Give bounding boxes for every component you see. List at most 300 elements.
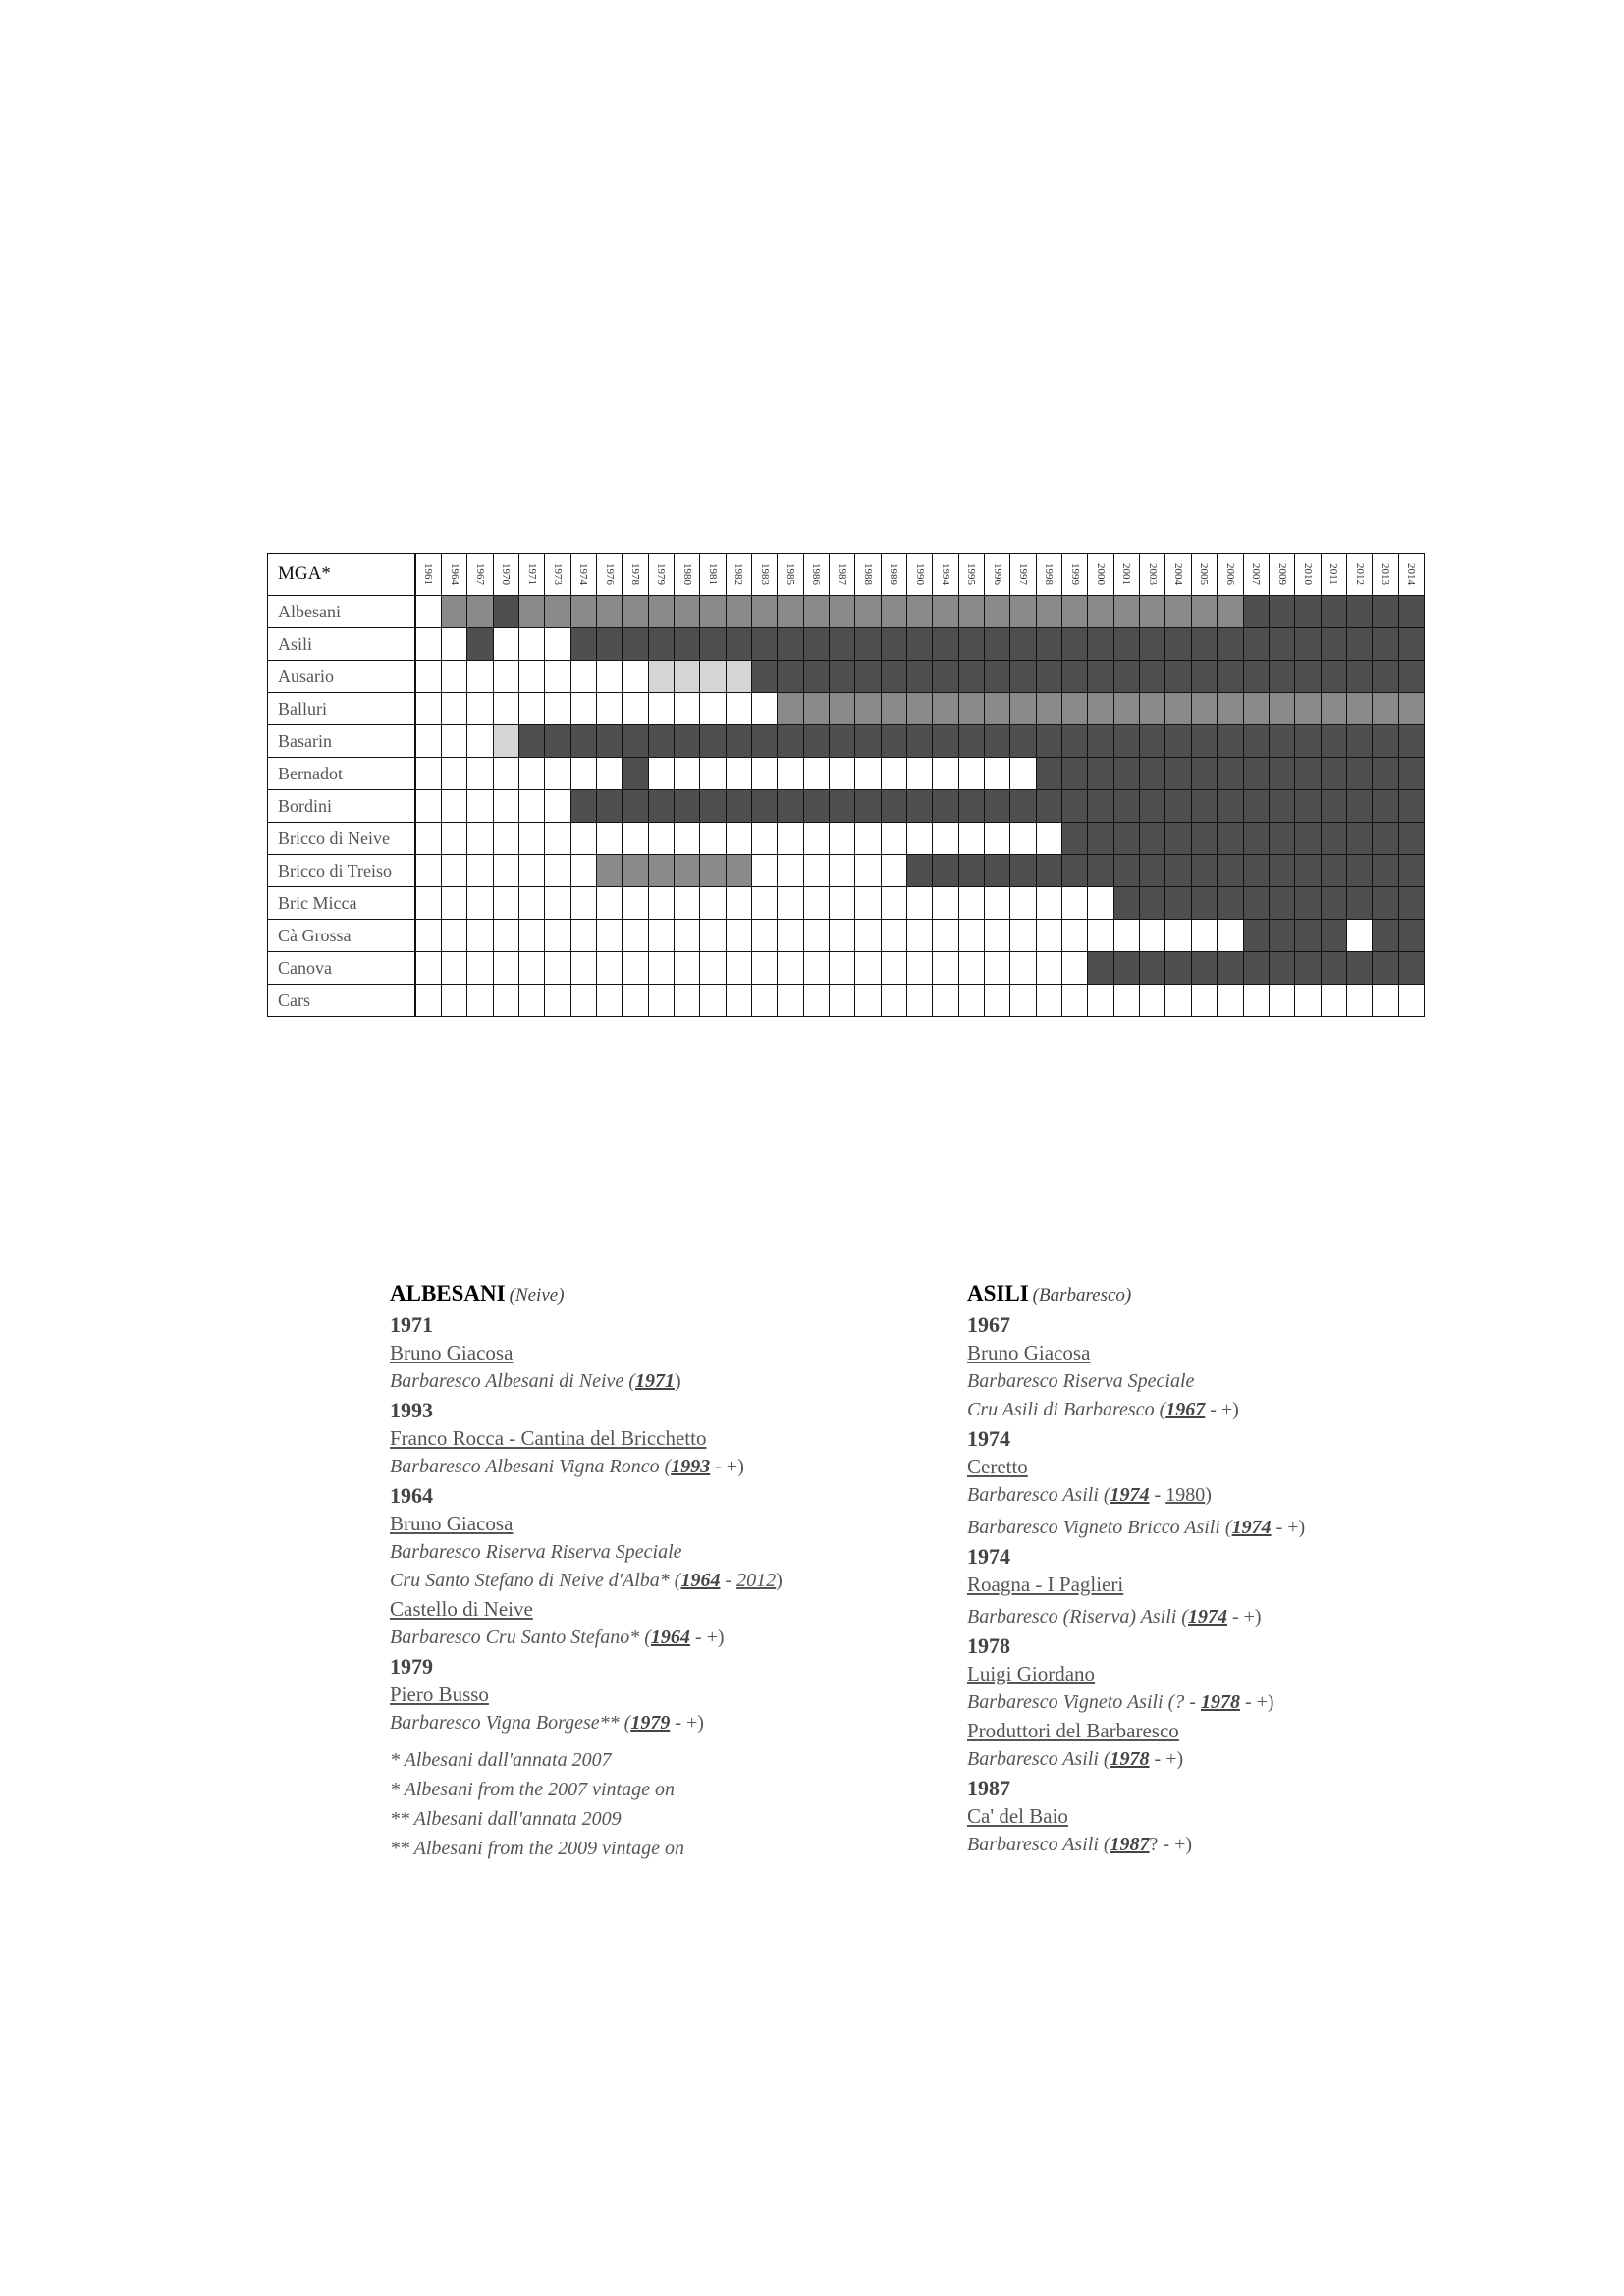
vintage-cell: [700, 693, 726, 725]
vintage-cell: [1269, 725, 1294, 758]
year-header-cell: [1269, 554, 1294, 596]
vintage-cell: [751, 790, 777, 823]
footnote: ** Albesani from the 2009 vintage on: [390, 1838, 684, 1859]
section-title-location: (Barbaresco): [1032, 1285, 1132, 1306]
vintage-cell: [1165, 855, 1191, 887]
vintage-cell: [855, 596, 881, 628]
vintage-cell: [1062, 661, 1088, 693]
vintage-cell: [1088, 887, 1113, 920]
year-label: 2003: [1146, 563, 1159, 585]
vintage-cell: [1346, 628, 1372, 661]
vintage-cell: [1243, 855, 1269, 887]
vintage-cell: [596, 693, 622, 725]
producer-name: Castello di Neive: [390, 1597, 533, 1621]
vintage-cell: [518, 790, 544, 823]
vintage-cell: [1295, 985, 1321, 1017]
vintage-cell: [1218, 725, 1243, 758]
vintage-cell: [830, 920, 855, 952]
vintage-cell: [855, 693, 881, 725]
vintage-cell: [1191, 628, 1217, 661]
vintage-cell: [830, 596, 855, 628]
vintage-cell: [648, 985, 674, 1017]
mga-vintage-grid: [267, 553, 1425, 1017]
vintage-cell: [1062, 725, 1088, 758]
year-label: 2000: [1095, 563, 1108, 585]
vintage-cell: [1218, 887, 1243, 920]
vintage-cell: [1010, 725, 1036, 758]
vintage-cell: [907, 596, 933, 628]
vintage-cell: [1062, 790, 1088, 823]
vintage-cell: [648, 661, 674, 693]
wine-entry: Barbaresco Asili (1978 - +): [967, 1748, 1184, 1770]
vintage-cell: [493, 758, 518, 790]
vintage-cell: [1269, 693, 1294, 725]
wine-entry: Barbaresco Asili (1974 - 1980): [967, 1484, 1212, 1506]
vintage-cell: [751, 952, 777, 985]
year-header-cell: [907, 554, 933, 596]
year-label: 2006: [1223, 563, 1236, 585]
grid-row: [268, 628, 1425, 661]
vintage-cell: [881, 920, 906, 952]
vintage-cell: [1140, 855, 1165, 887]
year-header-cell: [700, 554, 726, 596]
vintage-cell: [674, 952, 699, 985]
vintage-cell: [907, 661, 933, 693]
year-header-cell: [1140, 554, 1165, 596]
vintage-cell: [648, 758, 674, 790]
vintage-cell: [415, 952, 442, 985]
vintage-cell: [1140, 628, 1165, 661]
producer-name: Bruno Giacosa: [390, 1341, 514, 1364]
vintage-cell: [1191, 952, 1217, 985]
year-header-cell: [1010, 554, 1036, 596]
vintage-cell: [415, 887, 442, 920]
vintage-cell: [674, 628, 699, 661]
grid-row: [268, 758, 1425, 790]
vintage-cell: [778, 661, 803, 693]
vintage-cell: [1140, 758, 1165, 790]
vintage-cell: [985, 952, 1010, 985]
vintage-cell: [1218, 920, 1243, 952]
year-header-cell: [1295, 554, 1321, 596]
vintage-cell: [493, 985, 518, 1017]
grid-row: [268, 985, 1425, 1017]
wine-entry: Barbaresco Vigna Borgese** (1979 - +): [390, 1712, 704, 1734]
vintage-cell: [467, 628, 493, 661]
vintage-cell: [441, 790, 466, 823]
wine-entry: Barbaresco Asili (1987? - +): [967, 1834, 1193, 1855]
producer-name: Piero Busso: [390, 1682, 489, 1706]
vintage-cell: [1373, 823, 1398, 855]
vintage-cell: [1321, 596, 1346, 628]
vintage-cell: [545, 920, 570, 952]
vintage-cell: [1243, 725, 1269, 758]
vintage-cell: [1243, 952, 1269, 985]
year-label: 2013: [1379, 563, 1391, 585]
vintage-cell: [1243, 887, 1269, 920]
vintage-cell: [570, 920, 596, 952]
vintage-cell: [545, 596, 570, 628]
vintage-cell: [596, 855, 622, 887]
vintage-cell: [881, 628, 906, 661]
vintage-cell: [881, 985, 906, 1017]
vintage-cell: [570, 823, 596, 855]
vintage-cell: [441, 758, 466, 790]
year-label: 1973: [551, 563, 564, 585]
vintage-cell: [1088, 693, 1113, 725]
vintage-cell: [933, 823, 958, 855]
mga-name: Bricco di Neive: [268, 823, 415, 855]
footnotes: [390, 1745, 861, 1863]
vintage-cell: [803, 596, 829, 628]
vintage-cell: [623, 758, 648, 790]
vintage-cell: [1321, 693, 1346, 725]
vintage-cell: [803, 628, 829, 661]
year-header-cell: [1036, 554, 1061, 596]
year-label: 1987: [836, 563, 848, 585]
vintage-cell: [933, 855, 958, 887]
vintage-cell: [1062, 596, 1088, 628]
vintage-cell: [1113, 920, 1139, 952]
vintage-cell: [570, 693, 596, 725]
year-label: 1995: [965, 563, 978, 585]
vintage-cell: [1010, 758, 1036, 790]
year-label: 1986: [810, 563, 823, 585]
vintage-cell: [1346, 855, 1372, 887]
vintage-cell: [958, 920, 984, 952]
mga-name: Cars: [268, 985, 415, 1017]
vintage-cell: [545, 790, 570, 823]
vintage-cell: [441, 855, 466, 887]
wine-entry: Cru Santo Stefano di Neive d'Alba* (1964 - 2012): [390, 1570, 783, 1591]
vintage-cell: [778, 952, 803, 985]
vintage-cell: [933, 952, 958, 985]
vintage-cell: [700, 661, 726, 693]
vintage-cell: [1036, 952, 1061, 985]
year-label: 1999: [1068, 563, 1081, 585]
vintage-cell: [881, 661, 906, 693]
vintage-cell: [778, 920, 803, 952]
vintage-cell: [623, 855, 648, 887]
wine-entry: Barbaresco Albesani di Neive (1971): [390, 1370, 681, 1392]
vintage-cell: [1398, 661, 1424, 693]
vintage-cell: [1321, 952, 1346, 985]
year-header-cell: [545, 554, 570, 596]
wine-entry: Barbaresco Vigneto Asili (? - 1978 - +): [967, 1691, 1274, 1713]
vintage-cell: [1218, 628, 1243, 661]
vintage-cell: [648, 823, 674, 855]
vintage-cell: [1346, 758, 1372, 790]
year-header-cell: [958, 554, 984, 596]
vintage-cell: [855, 725, 881, 758]
vintage-cell: [1243, 661, 1269, 693]
year-header-cell: [1321, 554, 1346, 596]
vintage-cell: [778, 628, 803, 661]
mga-name: Bernadot: [268, 758, 415, 790]
vintage-cell: [700, 628, 726, 661]
vintage-cell: [1036, 628, 1061, 661]
vintage-cell: [1243, 693, 1269, 725]
vintage-cell: [985, 823, 1010, 855]
vintage-cell: [1269, 628, 1294, 661]
vintage-cell: [726, 855, 751, 887]
vintage-cell: [985, 790, 1010, 823]
vintage-cell: [1346, 920, 1372, 952]
mga-grid-table: [267, 553, 1425, 1017]
vintage-cell: [648, 952, 674, 985]
vintage-cell: [855, 920, 881, 952]
vintage-cell: [1010, 823, 1036, 855]
vintage-cell: [1346, 693, 1372, 725]
vintage-cell: [1113, 693, 1139, 725]
vintage-cell: [985, 887, 1010, 920]
vintage-cell: [700, 985, 726, 1017]
year-header-cell: [674, 554, 699, 596]
vintage-cell: [803, 693, 829, 725]
year-header-cell: [1191, 554, 1217, 596]
mga-name: Ausario: [268, 661, 415, 693]
vintage-cell: [803, 758, 829, 790]
vintage-cell: [751, 693, 777, 725]
year-label: 2007: [1250, 563, 1263, 585]
vintage-cell: [958, 985, 984, 1017]
albesani-section: [390, 1279, 861, 1863]
vintage-cell: [726, 920, 751, 952]
vintage-cell: [855, 823, 881, 855]
vintage-cell: [700, 887, 726, 920]
vintage-cell: [1398, 725, 1424, 758]
vintage-cell: [830, 985, 855, 1017]
vintage-cell: [751, 628, 777, 661]
year-header-cell: [467, 554, 493, 596]
vintage-cell: [1062, 985, 1088, 1017]
vintage-cell: [596, 628, 622, 661]
vintage-cell: [726, 596, 751, 628]
vintage-cell: [1010, 661, 1036, 693]
grid-header-row: [268, 554, 1425, 596]
vintage-cell: [933, 596, 958, 628]
vintage-cell: [985, 596, 1010, 628]
vintage-cell: [1398, 628, 1424, 661]
year-header-cell: [1062, 554, 1088, 596]
year-label: 2014: [1405, 563, 1418, 585]
vintage-cell: [985, 920, 1010, 952]
vintage-cell: [623, 661, 648, 693]
footnote: * Albesani dall'annata 2007: [390, 1749, 612, 1771]
year-header-cell: [985, 554, 1010, 596]
vintage-cell: [623, 693, 648, 725]
vintage-cell: [1165, 693, 1191, 725]
vintage-cell: [803, 790, 829, 823]
vintage-cell: [570, 887, 596, 920]
vintage-cell: [648, 920, 674, 952]
vintage-cell: [648, 887, 674, 920]
vintage-cell: [1321, 920, 1346, 952]
vintage-cell: [700, 855, 726, 887]
year-header-cell: [648, 554, 674, 596]
vintage-cell: [1191, 887, 1217, 920]
vintage-cell: [907, 952, 933, 985]
first-vintage-year: 1971: [390, 1312, 433, 1337]
vintage-cell: [933, 725, 958, 758]
vintage-cell: [726, 952, 751, 985]
vintage-cell: [415, 920, 442, 952]
vintage-cell: [1243, 628, 1269, 661]
vintage-cell: [493, 855, 518, 887]
vintage-cell: [1113, 952, 1139, 985]
vintage-cell: [1218, 855, 1243, 887]
vintage-cell: [1036, 693, 1061, 725]
vintage-cell: [415, 725, 442, 758]
vintage-cell: [1398, 855, 1424, 887]
vintage-cell: [570, 952, 596, 985]
vintage-cell: [881, 725, 906, 758]
vintage-cell: [778, 790, 803, 823]
vintage-cell: [778, 985, 803, 1017]
vintage-cell: [1295, 790, 1321, 823]
vintage-cell: [545, 725, 570, 758]
first-vintage-year: 1967: [967, 1312, 1010, 1337]
vintage-cell: [467, 855, 493, 887]
vintage-cell: [1398, 952, 1424, 985]
wine-entry-line: Barbaresco Riserva Speciale: [967, 1370, 1195, 1392]
year-header-cell: [415, 554, 442, 596]
vintage-cell: [958, 596, 984, 628]
vintage-cell: [415, 790, 442, 823]
vintage-cell: [778, 693, 803, 725]
vintage-cell: [1346, 823, 1372, 855]
vintage-cell: [441, 920, 466, 952]
vintage-cell: [907, 985, 933, 1017]
vintage-cell: [881, 823, 906, 855]
vintage-cell: [1243, 985, 1269, 1017]
vintage-cell: [545, 823, 570, 855]
vintage-cell: [1398, 887, 1424, 920]
vintage-cell: [907, 693, 933, 725]
vintage-cell: [467, 920, 493, 952]
vintage-cell: [700, 790, 726, 823]
vintage-cell: [1062, 855, 1088, 887]
wine-entry: Barbaresco Albesani Vigna Ronco (1993 - +): [390, 1456, 744, 1477]
vintage-cell: [1113, 887, 1139, 920]
grid-row: [268, 887, 1425, 920]
vintage-cell: [1010, 628, 1036, 661]
grid-row: [268, 855, 1425, 887]
vintage-cell: [1165, 758, 1191, 790]
year-label: 1998: [1043, 563, 1056, 585]
vintage-cell: [570, 985, 596, 1017]
vintage-cell: [1295, 887, 1321, 920]
vintage-cell: [1010, 952, 1036, 985]
grid-row: [268, 725, 1425, 758]
vintage-cell: [441, 952, 466, 985]
vintage-cell: [985, 628, 1010, 661]
vintage-cell: [881, 887, 906, 920]
vintage-cell: [1191, 725, 1217, 758]
vintage-cell: [907, 920, 933, 952]
vintage-cell: [545, 952, 570, 985]
vintage-cell: [958, 823, 984, 855]
vintage-cell: [570, 855, 596, 887]
vintage-cell: [493, 887, 518, 920]
year-label: 1974: [577, 563, 590, 585]
year-label: 1971: [525, 563, 538, 585]
vintage-cell: [751, 855, 777, 887]
vintage-cell: [1088, 758, 1113, 790]
vintage-cell: [1373, 790, 1398, 823]
wine-entry: Barbaresco (Riserva) Asili (1974 - +): [967, 1606, 1262, 1628]
vintage-cell: [1321, 725, 1346, 758]
vintage-cell: [907, 790, 933, 823]
vintage-cell: [1165, 790, 1191, 823]
mga-name: Canova: [268, 952, 415, 985]
vintage-cell: [803, 887, 829, 920]
year-label: 1981: [706, 563, 719, 585]
vintage-cell: [1140, 725, 1165, 758]
vintage-cell: [570, 725, 596, 758]
vintage-cell: [545, 693, 570, 725]
vintage-cell: [1373, 628, 1398, 661]
producer-name: Franco Rocca - Cantina del Bricchetto: [390, 1426, 707, 1450]
vintage-cell: [1113, 823, 1139, 855]
vintage-cell: [1036, 661, 1061, 693]
vintage-cell: [958, 661, 984, 693]
vintage-cell: [467, 596, 493, 628]
vintage-cell: [545, 887, 570, 920]
vintage-cell: [907, 725, 933, 758]
vintage-cell: [648, 693, 674, 725]
section-title-location: (Neive): [509, 1285, 565, 1306]
vintage-cell: [1165, 952, 1191, 985]
vintage-cell: [803, 855, 829, 887]
vintage-cell: [1218, 790, 1243, 823]
vintage-cell: [1113, 855, 1139, 887]
vintage-cell: [958, 855, 984, 887]
grid-row: [268, 693, 1425, 725]
vintage-cell: [1295, 758, 1321, 790]
vintage-cell: [830, 628, 855, 661]
vintage-cell: [881, 952, 906, 985]
vintage-cell: [1218, 952, 1243, 985]
vintage-cell: [1010, 693, 1036, 725]
vintage-cell: [415, 628, 442, 661]
vintage-cell: [1373, 758, 1398, 790]
grid-row: [268, 596, 1425, 628]
vintage-cell: [907, 855, 933, 887]
vintage-cell: [1010, 887, 1036, 920]
vintage-cell: [570, 661, 596, 693]
vintage-cell: [441, 661, 466, 693]
section-title-name: ASILI: [967, 1281, 1029, 1306]
vintage-cell: [493, 661, 518, 693]
vintage-cell: [751, 985, 777, 1017]
vintage-cell: [1373, 693, 1398, 725]
year-label: 1964: [448, 563, 460, 585]
vintage-cell: [1346, 952, 1372, 985]
vintage-cell: [518, 725, 544, 758]
vintage-cell: [1373, 596, 1398, 628]
vintage-cell: [1218, 823, 1243, 855]
year-header-cell: [803, 554, 829, 596]
vintage-cell: [518, 661, 544, 693]
grid-row: [268, 661, 1425, 693]
vintage-cell: [1036, 823, 1061, 855]
vintage-cell: [1398, 985, 1424, 1017]
mga-name: Basarin: [268, 725, 415, 758]
vintage-cell: [778, 855, 803, 887]
year-header-cell: [1088, 554, 1113, 596]
vintage-cell: [1062, 920, 1088, 952]
